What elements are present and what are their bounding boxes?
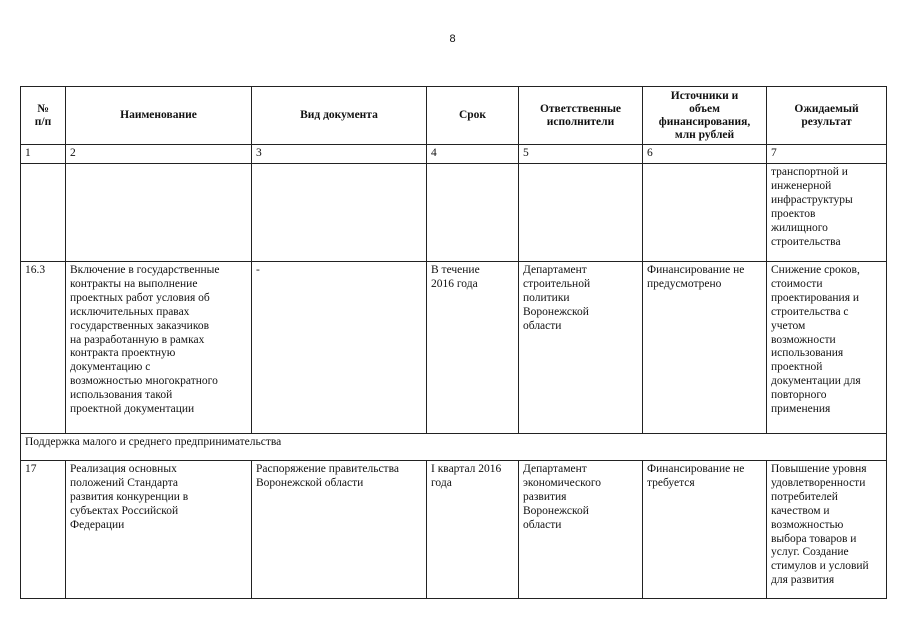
result-cell: Повышение уровня удовлетворенности потребителей качеством и возможностью выбора товаров и услуг. Создание стимулов и условий для развития [767,461,887,599]
executors-cell: Департамент экономического развития Воронежской области [519,461,643,599]
table-cell [519,164,643,262]
header-result: Ожидаемый результат [767,87,887,145]
table-cell [643,164,767,262]
header-financing: Источники и объем финансирования, млн рублей [643,87,767,145]
executors-cell: Департамент строительной политики Воронежской области [519,262,643,434]
column-number: 2 [66,145,252,164]
header-doc-type: Вид документа [252,87,427,145]
column-number: 5 [519,145,643,164]
section-row [21,434,887,461]
doc-type-cell: - [252,262,427,434]
column-number: 6 [643,145,767,164]
measures-table [20,86,887,599]
name-cell: Реализация основных положений Стандарта развития конкуренции в субъектах Российской Федерации [66,461,252,599]
doc-type-cell: Распоряжение правительства Воронежской области [252,461,427,599]
header-num: № п/п [21,87,66,145]
column-number: 4 [427,145,519,164]
financing-cell: Финансирование не предусмотрено [643,262,767,434]
row-number: 17 [21,461,66,599]
page-number: 8 [449,33,456,45]
header-term: Срок [427,87,519,145]
header-executors: Ответственные исполнители [519,87,643,145]
result-cell: Снижение сроков, стоимости проектирования и строительства с учетом возможности использования проектной документации для повторного применения [767,262,887,434]
column-number: 7 [767,145,887,164]
column-number: 3 [252,145,427,164]
section-title: Поддержка малого и среднего предпринимательства [21,434,887,461]
result-cell: транспортной и инженерной инфраструктуры проектов жилищного строительства [767,164,887,262]
table-row [21,262,887,434]
table-cell [252,164,427,262]
term-cell: I квартал 2016 года [427,461,519,599]
table-cell [427,164,519,262]
table-cell [66,164,252,262]
row-number: 16.3 [21,262,66,434]
financing-cell: Финансирование не требуется [643,461,767,599]
continuation-row [21,164,887,262]
column-number: 1 [21,145,66,164]
name-cell: Включение в государственные контракты на выполнение проектных работ условия об исключительных правах государственных заказчиков на разработанную в рамках контракта проектную документацию с возможностью многократного использования такой проектной документации [66,262,252,434]
column-number-row [21,145,887,164]
header-row [21,87,887,145]
term-cell: В течение 2016 года [427,262,519,434]
table-cell [21,164,66,262]
table-row [21,461,887,599]
header-name: Наименование [66,87,252,145]
